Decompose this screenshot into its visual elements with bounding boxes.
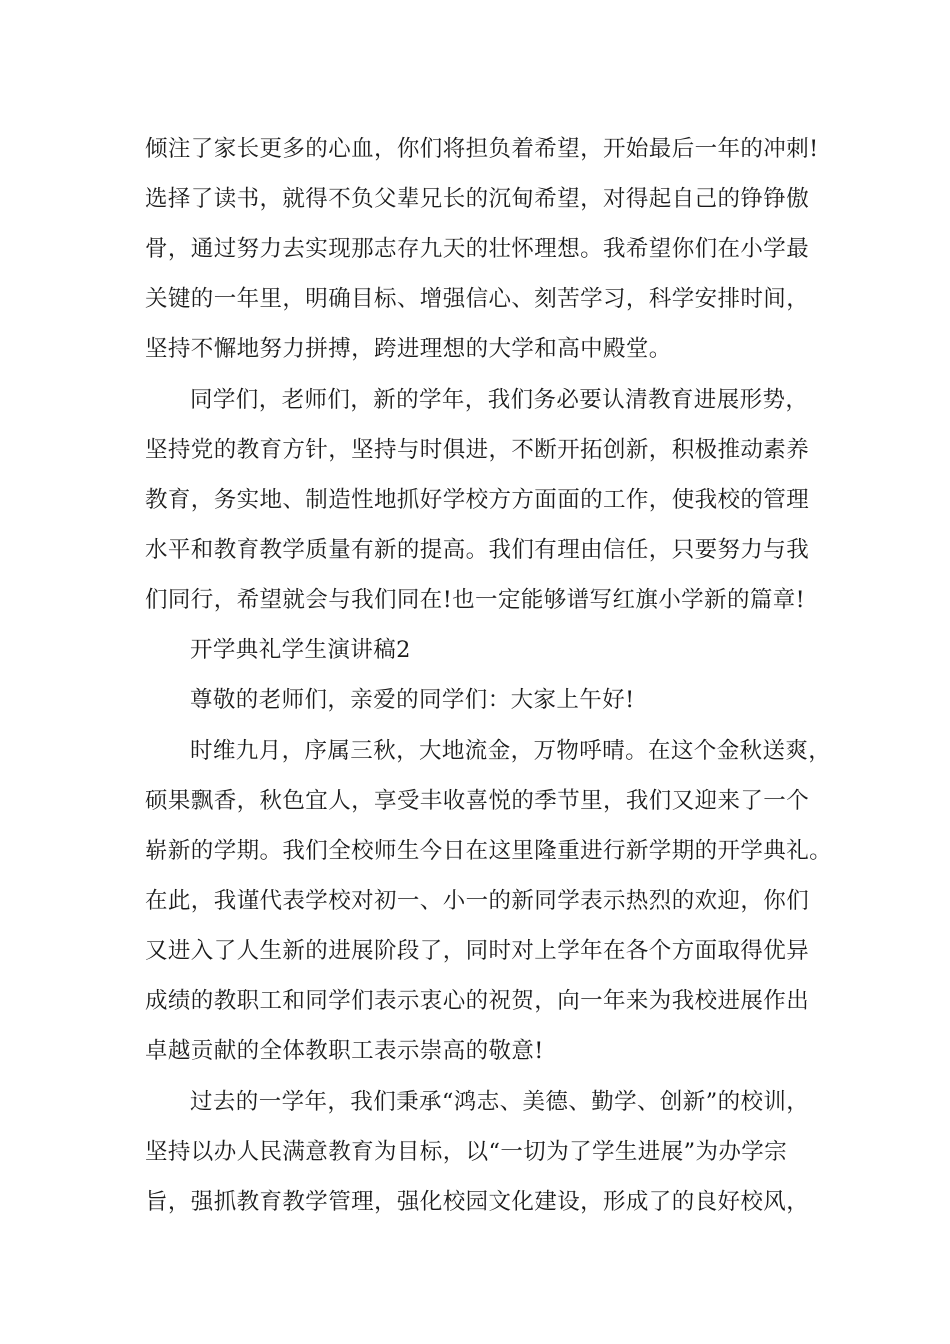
text-line: 硕果飘香，秋色宜人，享受丰收喜悦的季节里，我们又迎来了一个 bbox=[145, 788, 810, 814]
text-line: 又进入了人生新的进展阶段了，同时对上学年在各个方面取得优异 bbox=[145, 938, 810, 964]
salutation: 尊敬的老师们，亲爱的同学们：大家上午好! bbox=[190, 687, 635, 713]
text-line: 骨，通过努力去实现那志存九天的壮怀理想。我希望你们在小学最 bbox=[145, 236, 810, 262]
text-line: 倾注了家长更多的心血，你们将担负着希望，开始最后一年的冲刺! bbox=[145, 136, 819, 162]
text-line: 们同行，希望就会与我们同在!也一定能够谱写红旗小学新的篇章! bbox=[145, 587, 806, 613]
text-line: 关键的一年里，明确目标、增强信心、刻苦学习，科学安排时间， bbox=[145, 286, 810, 312]
text-line: 水平和教育教学质量有新的提高。我们有理由信任，只要努力与我 bbox=[145, 537, 810, 563]
text-line: 旨，强抓教育教学管理，强化校园文化建设，形成了的良好校风， bbox=[145, 1189, 810, 1215]
text-line: 成绩的教职工和同学们表示衷心的祝贺，向一年来为我校进展作出 bbox=[145, 988, 810, 1014]
text-line: 坚持以办人民满意教育为目标，以“一切为了学生进展”为办学宗 bbox=[145, 1139, 788, 1165]
section-heading: 开学典礼学生演讲稿2 bbox=[190, 637, 411, 663]
text-line: 教育，务实地、制造性地抓好学校方方面面的工作，使我校的管理 bbox=[145, 487, 810, 513]
text-line: 选择了读书，就得不负父辈兄长的沉甸希望，对得起自己的铮铮傲 bbox=[145, 186, 810, 212]
text-line: 过去的一学年，我们秉承“鸿志、美德、勤学、创新”的校训， bbox=[190, 1089, 810, 1115]
text-line: 卓越贡献的全体教职工表示崇高的敬意! bbox=[145, 1038, 544, 1064]
text-line: 在此，我谨代表学校对初一、小一的新同学表示热烈的欢迎，你们 bbox=[145, 888, 810, 914]
text-line: 崭新的学期。我们全校师生今日在这里隆重进行新学期的开学典礼。 bbox=[145, 838, 833, 864]
text-line: 坚持不懈地努力拼搏，跨进理想的大学和高中殿堂。 bbox=[145, 336, 672, 362]
text-line: 坚持党的教育方针，坚持与时俱进，不断开拓创新，积极推动素养 bbox=[145, 437, 810, 463]
text-line: 时维九月，序属三秋，大地流金，万物呼晴。在这个金秋送爽， bbox=[190, 738, 832, 764]
text-line: 同学们，老师们，新的学年，我们务必要认清教育进展形势， bbox=[190, 387, 809, 413]
